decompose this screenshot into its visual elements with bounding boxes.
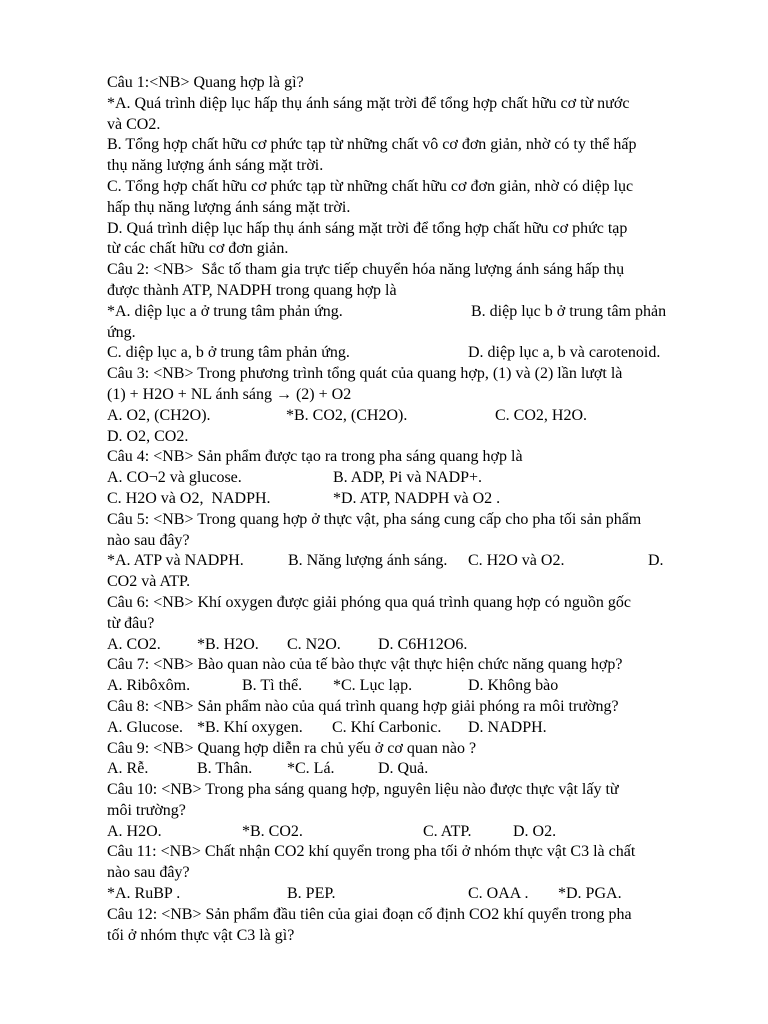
question-6-option-c: C. N2O. — [287, 635, 341, 653]
question-9-option-a: A. Rễ. — [107, 760, 149, 778]
question-4-option-d: *D. ATP, NADPH và O2 . — [333, 489, 501, 507]
question-1-stem: Câu 1:<NB> Quang hợp là gì? — [107, 74, 304, 91]
question-1-option-d-cont: từ các chất hữu cơ đơn giản. — [107, 240, 289, 258]
question-1-option-c: C. Tổng hợp chất hữu cơ phức tạp từ những chất hữu cơ đơn giản, nhờ có diệp lục — [107, 177, 634, 195]
question-5-option-d-cont: CO2 và ATP. — [107, 573, 191, 591]
question-6-option-d: D. C6H12O6. — [378, 635, 468, 653]
question-11-stem: Câu 11: <NB> Chất nhận CO2 khí quyển trong pha tối ở nhóm thực vật C3 là chất — [107, 843, 636, 861]
question-10-options-row — [107, 822, 697, 843]
question-4-option-a: A. CO¬2 và glucose. — [107, 469, 242, 487]
question-10-option-b: *B. CO2. — [242, 822, 303, 840]
question-2-option-c: C. diệp lục a, b ở trung tâm phản ứng. — [107, 344, 350, 362]
question-10-stem-cont: môi trường? — [107, 801, 186, 819]
question-2-option-b: B. diệp lục b ở trung tâm phản — [471, 302, 667, 320]
question-7-option-a: A. Ribôxôm. — [107, 677, 191, 695]
question-3-option-c: C. CO2, H2O. — [495, 406, 588, 424]
question-5-option-b: B. Năng lượng ánh sáng. — [288, 552, 448, 570]
question-8-options-row — [107, 718, 697, 739]
question-6-option-a: A. CO2. — [107, 635, 161, 653]
question-3-options-row — [107, 406, 697, 427]
question-9-option-d: D. Quả. — [378, 760, 429, 778]
question-2-stem-cont: được thành ATP, NADPH trong quang hợp là — [107, 281, 397, 299]
question-11-options-row — [107, 884, 697, 905]
document-body — [107, 73, 697, 946]
question-4-option-c: C. H2O và O2, NADPH. — [107, 489, 271, 507]
question-8-option-d: D. NADPH. — [468, 718, 547, 736]
question-7-option-b: B. Tì thể. — [242, 677, 303, 695]
question-3-equation: (1) + H2O + NL ánh sáng → (2) + O2 — [107, 385, 352, 403]
question-1-option-a-cont: và CO2. — [107, 115, 161, 133]
question-9-option-c: *C. Lá. — [287, 760, 335, 778]
question-10-stem: Câu 10: <NB> Trong pha sáng quang hợp, nguyên liệu nào được thực vật lấy từ — [107, 781, 619, 799]
question-6-stem-cont: từ đâu? — [107, 614, 155, 632]
question-9-options-row — [107, 759, 697, 780]
question-2-stem: Câu 2: <NB> Sắc tố tham gia trực tiếp chuyển hóa năng lượng ánh sáng hấp thụ — [107, 261, 625, 279]
question-6-option-b: *B. H2O. — [197, 635, 259, 653]
question-5-stem-cont: nào sau đây? — [107, 531, 190, 549]
question-7-options-row — [107, 676, 697, 697]
question-10-option-d: D. O2. — [513, 822, 557, 840]
question-2-options-row-1 — [107, 302, 697, 323]
question-5-option-a: *A. ATP và NADPH. — [107, 552, 244, 570]
question-4-option-b: B. ADP, Pi và NADP+. — [333, 469, 483, 487]
question-11-option-d: *D. PGA. — [558, 885, 622, 903]
question-5-option-d: D. — [648, 552, 664, 570]
question-12-stem-cont: tối ở nhóm thực vật C3 là gì? — [107, 926, 295, 944]
question-1-option-d: D. Quá trình diệp lục hấp thụ ánh sáng mặt trời để tổng hợp chất hữu cơ phức tạp — [107, 219, 628, 237]
question-5-options-row — [107, 551, 697, 572]
question-8-option-c: C. Khí Carbonic. — [332, 718, 442, 736]
question-3-option-a: A. O2, (CH2O). — [107, 406, 211, 424]
question-5-option-c: C. H2O và O2. — [468, 552, 565, 570]
question-1-option-b: B. Tổng hợp chất hữu cơ phức tạp từ những chất vô cơ đơn giản, nhờ có ty thể hấp — [107, 136, 637, 154]
question-4-stem: Câu 4: <NB> Sản phẩm được tạo ra trong pha sáng quang hợp là — [107, 448, 523, 466]
question-5-stem: Câu 5: <NB> Trong quang hợp ở thực vật, pha sáng cung cấp cho pha tối sản phẩm — [107, 510, 642, 528]
question-1-option-b-cont: thụ năng lượng ánh sáng mặt trời. — [107, 157, 324, 175]
question-8-option-b: *B. Khí oxygen. — [197, 718, 303, 736]
question-12-stem: Câu 12: <NB> Sản phẩm đầu tiên của giai đoạn cố định CO2 khí quyển trong pha — [107, 905, 632, 923]
question-2-option-d: D. diệp lục a, b và carotenoid. — [468, 344, 661, 362]
question-7-option-c: *C. Lục lạp. — [333, 677, 413, 695]
question-10-option-c: C. ATP. — [423, 822, 472, 840]
question-4-options-row-1 — [107, 468, 697, 489]
question-1-option-a: *A. Quá trình diệp lục hấp thụ ánh sáng mặt trời để tổng hợp chất hữu cơ từ nước — [107, 94, 630, 112]
question-2-option-b-cont: ứng. — [107, 323, 136, 341]
question-7-stem: Câu 7: <NB> Bào quan nào của tế bào thực vật thực hiện chức năng quang hợp? — [107, 656, 623, 674]
question-9-stem: Câu 9: <NB> Quang hợp diễn ra chủ yếu ở cơ quan nào ? — [107, 739, 477, 757]
question-9-option-b: B. Thân. — [197, 760, 253, 778]
question-11-option-a: *A. RuBP . — [107, 885, 181, 903]
question-2-option-a: *A. diệp lục a ở trung tâm phản ứng. — [107, 302, 343, 320]
question-11-option-b: B. PEP. — [287, 885, 336, 903]
question-3-stem: Câu 3: <NB> Trong phương trình tổng quát của quang hợp, (1) và (2) lần lượt là — [107, 365, 623, 383]
question-10-option-a: A. H2O. — [107, 822, 162, 840]
question-11-option-c: C. OAA . — [468, 885, 529, 903]
question-8-stem: Câu 8: <NB> Sản phẩm nào của quá trình quang hợp giải phóng ra môi trường? — [107, 697, 619, 715]
question-3-option-b: *B. CO2, (CH2O). — [286, 406, 408, 424]
question-11-stem-cont: nào sau đây? — [107, 864, 190, 882]
question-2-options-row-2 — [107, 343, 697, 364]
question-1-option-c-cont: hấp thụ năng lượng ánh sáng mặt trời. — [107, 198, 351, 216]
question-4-options-row-2 — [107, 489, 697, 510]
question-8-option-a: A. Glucose. — [107, 718, 183, 736]
question-3-option-d: D. O2, CO2. — [107, 427, 189, 445]
question-6-stem: Câu 6: <NB> Khí oxygen được giải phóng qua quá trình quang hợp có nguồn gốc — [107, 593, 632, 611]
question-7-option-d: D. Không bào — [468, 677, 559, 695]
question-6-options-row — [107, 635, 697, 656]
